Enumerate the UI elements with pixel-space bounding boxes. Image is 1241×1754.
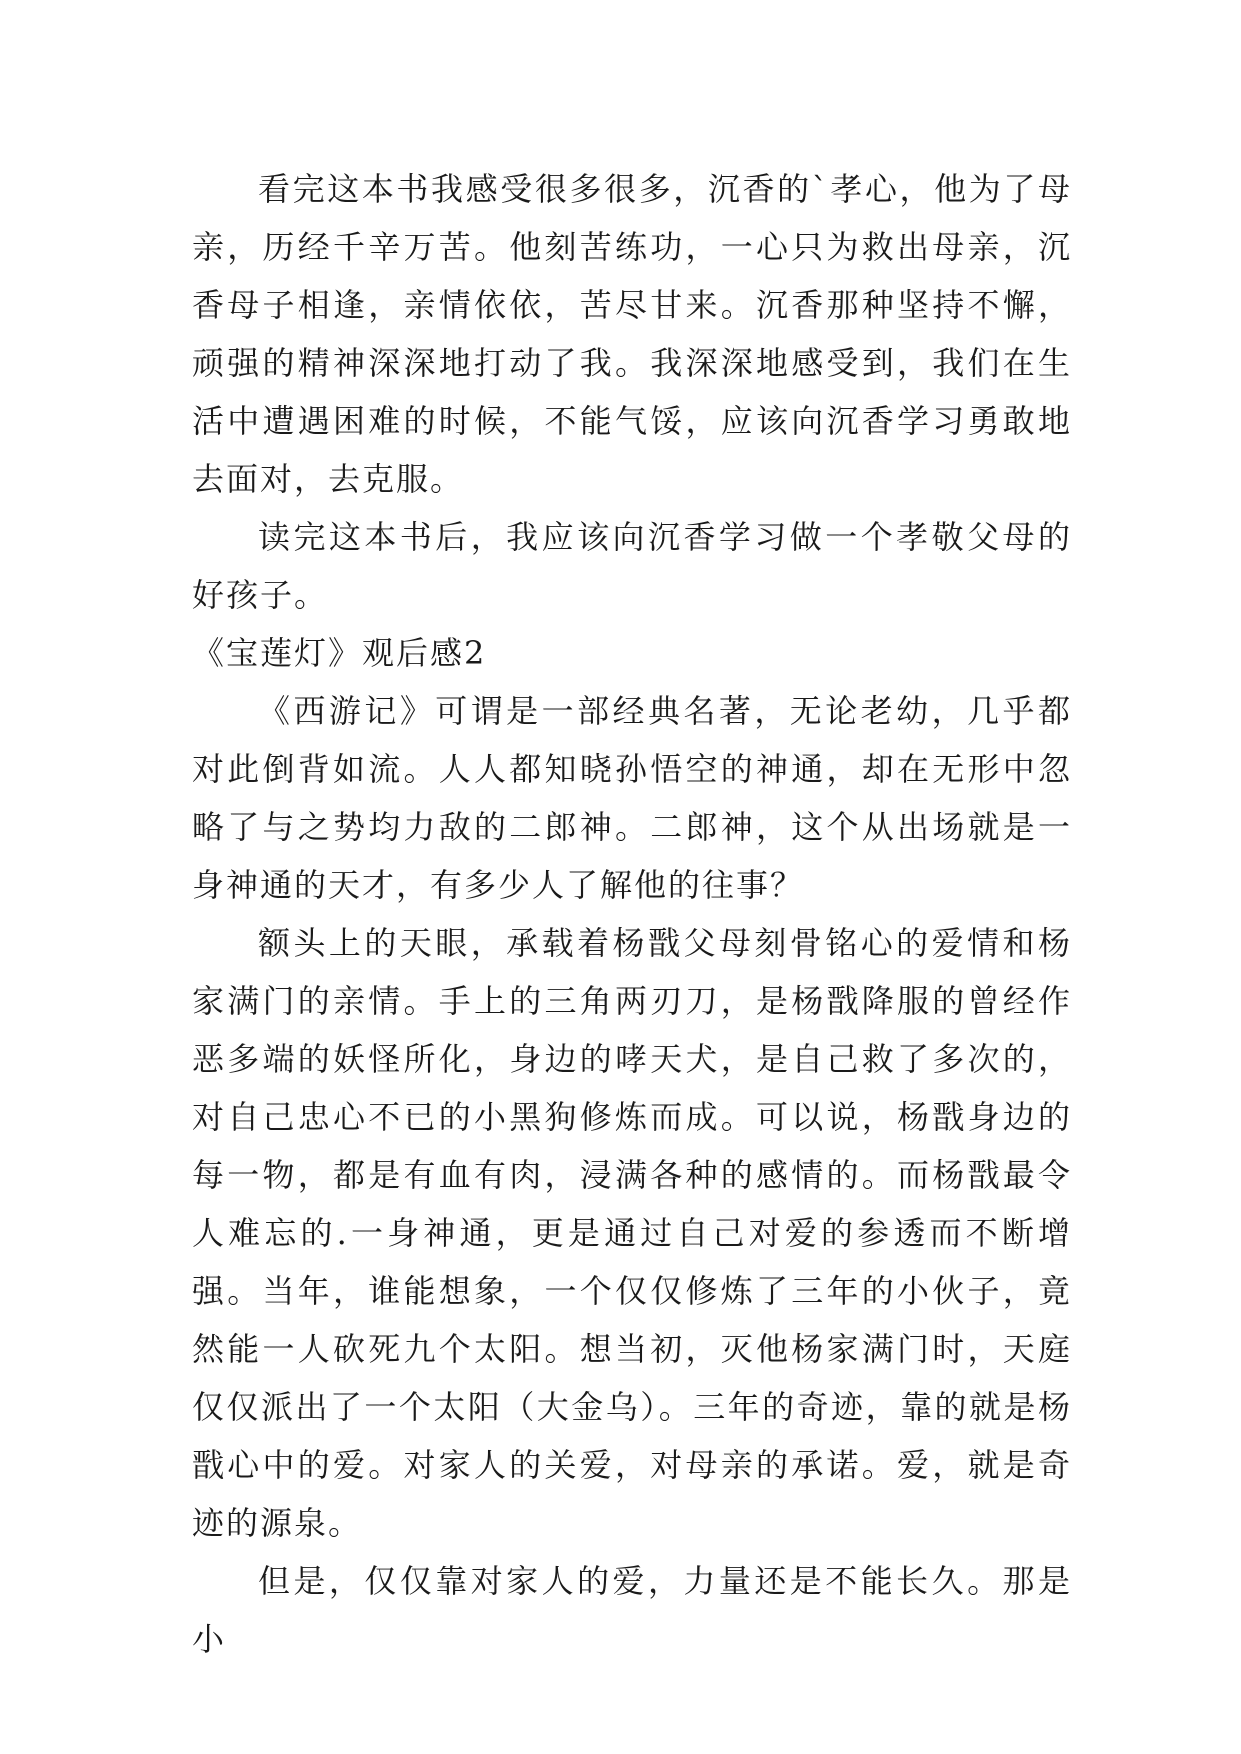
section-heading: 《宝莲灯》观后感2 [192,634,487,672]
paragraph-intro: 《西游记》可谓是一部经典名著，无论老幼，几乎都对此倒背如流。人人都知晓孙悟空的神通，却在无形中忽略了与之势均力敌的二郎神。二郎神，这个从出场就是一身神通的天才，有多少人了解他的往事？ [192,692,1072,904]
document-body [192,160,1072,1668]
paragraph-erlang-body: 额头上的天眼，承载着杨戬父母刻骨铭心的爱情和杨家满门的亲情。手上的三角两刃刀，是杨戬降服的曾经作恶多端的妖怪所化，身边的哮天犬，是自己救了多次的，对自己忠心不已的小黑狗修炼而成。可以说，杨戬身边的每一物，都是有血有肉，浸满各种的感情的。而杨戬最令人难忘的.一身神通，更是通过自己对爱的参透而不断增强。当年，谁能想象，一个仅仅修炼了三年的小伙子，竟然能一人砍死九个太阳。想当初，灭他杨家满门时，天庭仅仅派出了一个太阳（大金乌）。三年的奇迹，靠的就是杨戬心中的爱。对家人的关爱，对母亲的承诺。爱，就是奇迹的源泉。 [192,924,1072,1542]
paragraph-continuation: 但是，仅仅靠对家人的爱，力量还是不能长久。那是小 [192,1562,1072,1658]
paragraph-reflection: 看完这本书我感受很多很多，沉香的`孝心，他为了母亲，历经千辛万苦。他刻苦练功，一心只为救出母亲，沉香母子相逢，亲情依依，苦尽甘来。沉香那种坚持不懈，顽强的精神深深地打动了我。我深深地感受到，我们在生活中遭遇困难的时候，不能气馁，应该向沉香学习勇敢地去面对，去克服。 [192,170,1072,498]
paragraph-conclusion: 读完这本书后，我应该向沉香学习做一个孝敬父母的好孩子。 [192,518,1072,614]
